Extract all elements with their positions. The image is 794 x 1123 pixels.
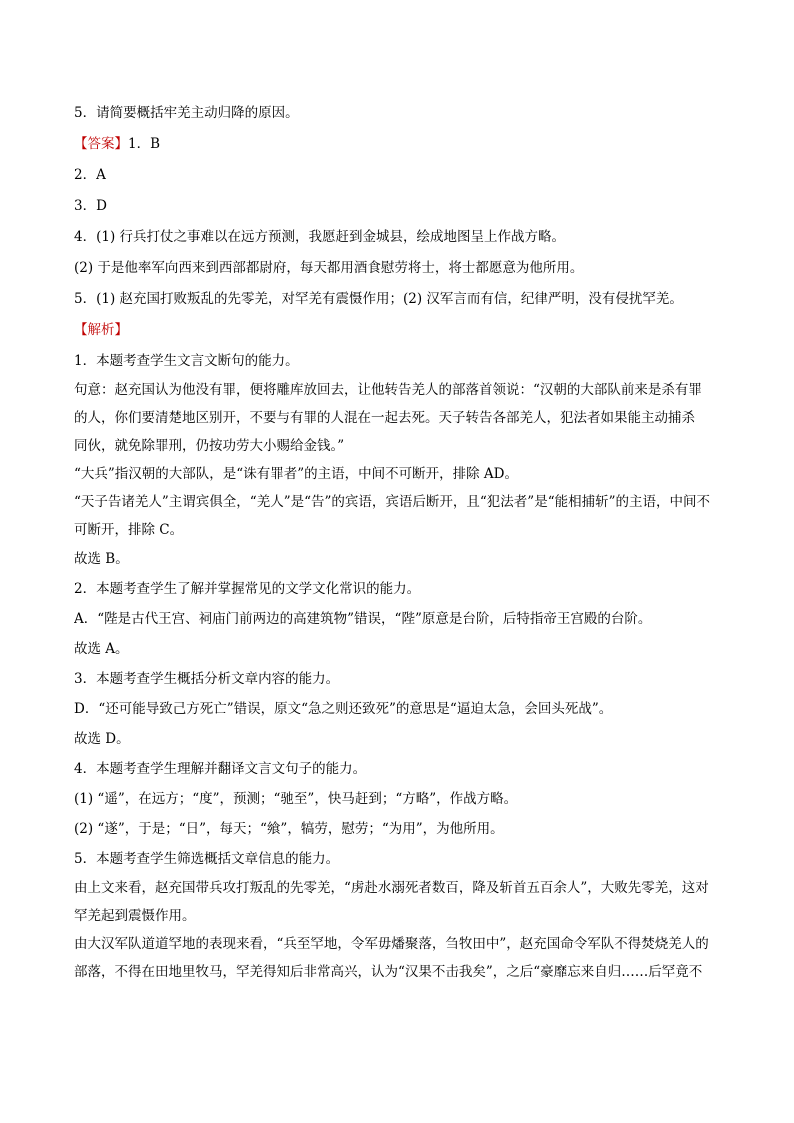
analysis-line: 5．本题考查学生筛选概括文章信息的能力。 [74,851,340,867]
answer-item-5: 5．(1) 赵充国打败叛乱的先零羌，对罕羌有震慑作用；(2) 汉军言而有信，纪律严明，没有侵扰罕羌。 [74,291,683,307]
answer-label: 【答案】 [74,136,128,152]
analysis-line: D．“还可能导致己方死亡”错误，原文“急之则还致死”的意思是“逼迫太急，会回头死战”。 [74,701,613,717]
analysis-line: 罕羌起到震慑作用。 [74,908,196,924]
analysis-line: 部落，不得在田地里牧马，罕羌得知后非常高兴，认为“汉果不击我矣”，之后“豪靡忘来自归……后罕竟不 [74,964,703,980]
analysis-line: 1．本题考查学生文言文断句的能力。 [74,353,299,369]
analysis-line: 由上文来看，赵充国带兵攻打叛乱的先零羌，“虏赴水溺死者数百，降及斩首五百余人”，大败先零羌，这对 [74,880,709,896]
analysis-line: 故选 A。 [74,641,129,657]
analysis-line: 4．本题考查学生理解并翻译文言文句子的能力。 [74,761,367,777]
analysis-line: 故选 D。 [74,731,130,747]
analysis-line: “天子告诸羌人”主谓宾俱全，“羌人”是“告”的宾语，宾语后断开，且“犯法者”是“能相捕斩”的主语，中间不 [74,494,711,510]
analysis-line: 3．本题考查学生概括分析文章内容的能力。 [74,671,340,687]
analysis-line: A．“陛是古代王宫、祠庙门前两边的高建筑物”错误，“陛”原意是台阶，后特指帝王宫殿的台阶。 [74,611,652,627]
analysis-line: 故选 B。 [74,551,129,567]
answer-item-3: 3．D [74,198,107,214]
analysis-line: 同伙，就免除罪刑，仍按功劳大小赐给金钱。” [74,438,345,454]
analysis-line: 2．本题考查学生了解并掌握常见的文学文化常识的能力。 [74,581,421,597]
document-content [74,98,724,986]
question-5-text: 5．请简要概括牢羌主动归降的原因。 [74,105,299,121]
analysis-label: 【解析】 [74,322,128,338]
answer-item-4-1: 4．(1) 行兵打仗之事难以在远方预测，我愿赶到金城县，绘成地图呈上作战方略。 [74,229,566,245]
analysis-line: (2) “遂”，于是；“日”，每天；“飨”，犒劳，慰劳；“为用”，为他所用。 [74,821,504,837]
analysis-line: (1) “遥”，在远方；“度”，预测；“驰至”，快马赶到；“方略”，作战方略。 [74,791,518,807]
analysis-line: “大兵”指汉朝的大部队，是“诛有罪者”的主语，中间不可断开，排除 AD。 [74,466,518,482]
answer-line-1 [74,129,724,160]
analysis-line: 的人，你们要清楚地区别开，不要与有罪的人混在一起去死。天子转告各部羌人，犯法者如果能主动捕杀 [74,410,695,426]
analysis-line: 可断开，排除 C。 [74,522,184,538]
analysis-line: 句意：赵充国认为他没有罪，便将雕库放回去，让他转告羌人的部落首领说：“汉朝的大部队前来是杀有罪 [74,382,702,398]
analysis-line: 由大汉军队道道罕地的表现来看，“兵至罕地，令军毋燔聚落，刍牧田中”，赵充国命令军队不得焚烧羌人的 [74,936,709,952]
answer-item-1: 1．B [128,136,161,152]
answer-item-4-2: (2) 于是他率军向西来到西部都尉府，每天都用酒食慰劳将士，将士都愿意为他所用。 [74,260,584,276]
answer-item-2: 2．A [74,167,106,183]
